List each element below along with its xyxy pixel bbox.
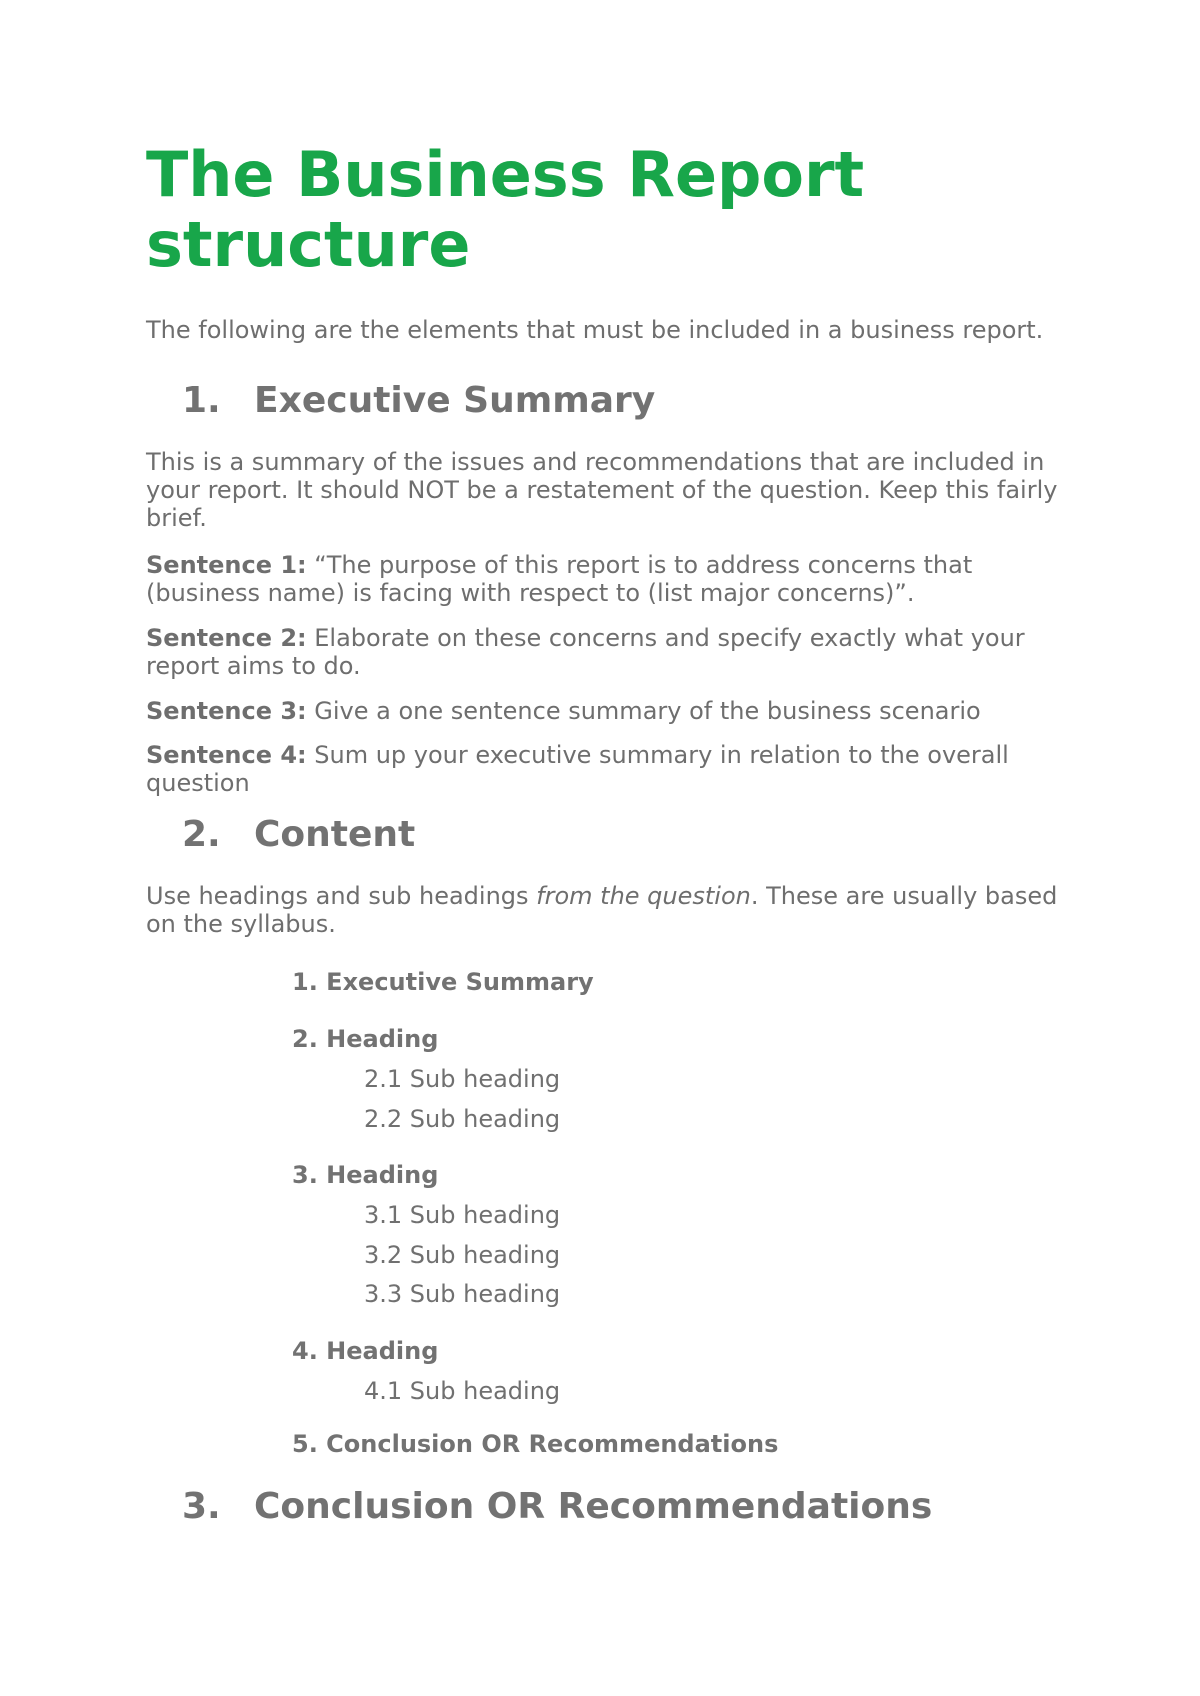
sentence-2-text: Elaborate on these concerns and specify exactly what your report aims to do.	[146, 624, 1025, 680]
executive-summary-paragraph: This is a summary of the issues and recommendations that are included in your report. It should NOT be a restatement of the question. Keep this fairly brief.	[146, 448, 1058, 532]
sentence-3-label: Sentence 3:	[146, 697, 307, 725]
document-title: The Business Report structure	[146, 138, 865, 281]
sentence-4-label: Sentence 4:	[146, 741, 307, 769]
outline-subheading-3-1: 3.1 Sub heading	[364, 1201, 561, 1229]
sentence-1-paragraph	[146, 551, 1086, 607]
outline-heading-4: 4. Heading	[292, 1337, 439, 1365]
sentence-2-label: Sentence 2:	[146, 624, 307, 652]
sentence-1-text: “The purpose of this report is to address concerns that (business name) is facing with respect to (list major concerns)”.	[146, 551, 973, 607]
outline-heading-2: 2. Heading	[292, 1025, 439, 1053]
outline-subheading-2-1: 2.1 Sub heading	[364, 1065, 561, 1093]
sentence-1-label: Sentence 1:	[146, 551, 307, 579]
outline-subheading-4-1: 4.1 Sub heading	[364, 1377, 561, 1405]
outline-subheading-3-3: 3.3 Sub heading	[364, 1280, 561, 1308]
sentence-2-paragraph	[146, 624, 1086, 680]
outline-heading-3: 3. Heading	[292, 1161, 439, 1189]
sentence-3-paragraph	[146, 697, 1086, 725]
outline-heading-1: 1. Executive Summary	[292, 968, 594, 996]
section-2-heading: Content	[254, 814, 416, 855]
outline-subheading-3-2: 3.2 Sub heading	[364, 1241, 561, 1269]
outline-heading-5: 5. Conclusion OR Recommendations	[292, 1430, 779, 1458]
sentence-4-text: Sum up your executive summary in relation to the overall question	[146, 741, 1009, 797]
sentence-3-text: Give a one sentence summary of the business scenario	[306, 697, 981, 725]
section-2-number: 2.	[182, 814, 221, 855]
content-text-after: . These are usually based on the syllabus.	[146, 882, 1058, 938]
intro-paragraph: The following are the elements that must be included in a business report.	[146, 316, 1044, 344]
section-3-number: 3.	[182, 1486, 221, 1527]
sentence-4-paragraph	[146, 741, 1086, 797]
section-1-number: 1.	[182, 380, 221, 421]
section-1-heading: Executive Summary	[254, 380, 656, 421]
content-paragraph	[146, 882, 1086, 938]
content-text-emphasis: from the question	[536, 882, 751, 910]
outline-subheading-2-2: 2.2 Sub heading	[364, 1105, 561, 1133]
section-3-heading: Conclusion OR Recommendations	[254, 1486, 933, 1527]
content-text-before: Use headings and sub headings	[146, 882, 537, 910]
